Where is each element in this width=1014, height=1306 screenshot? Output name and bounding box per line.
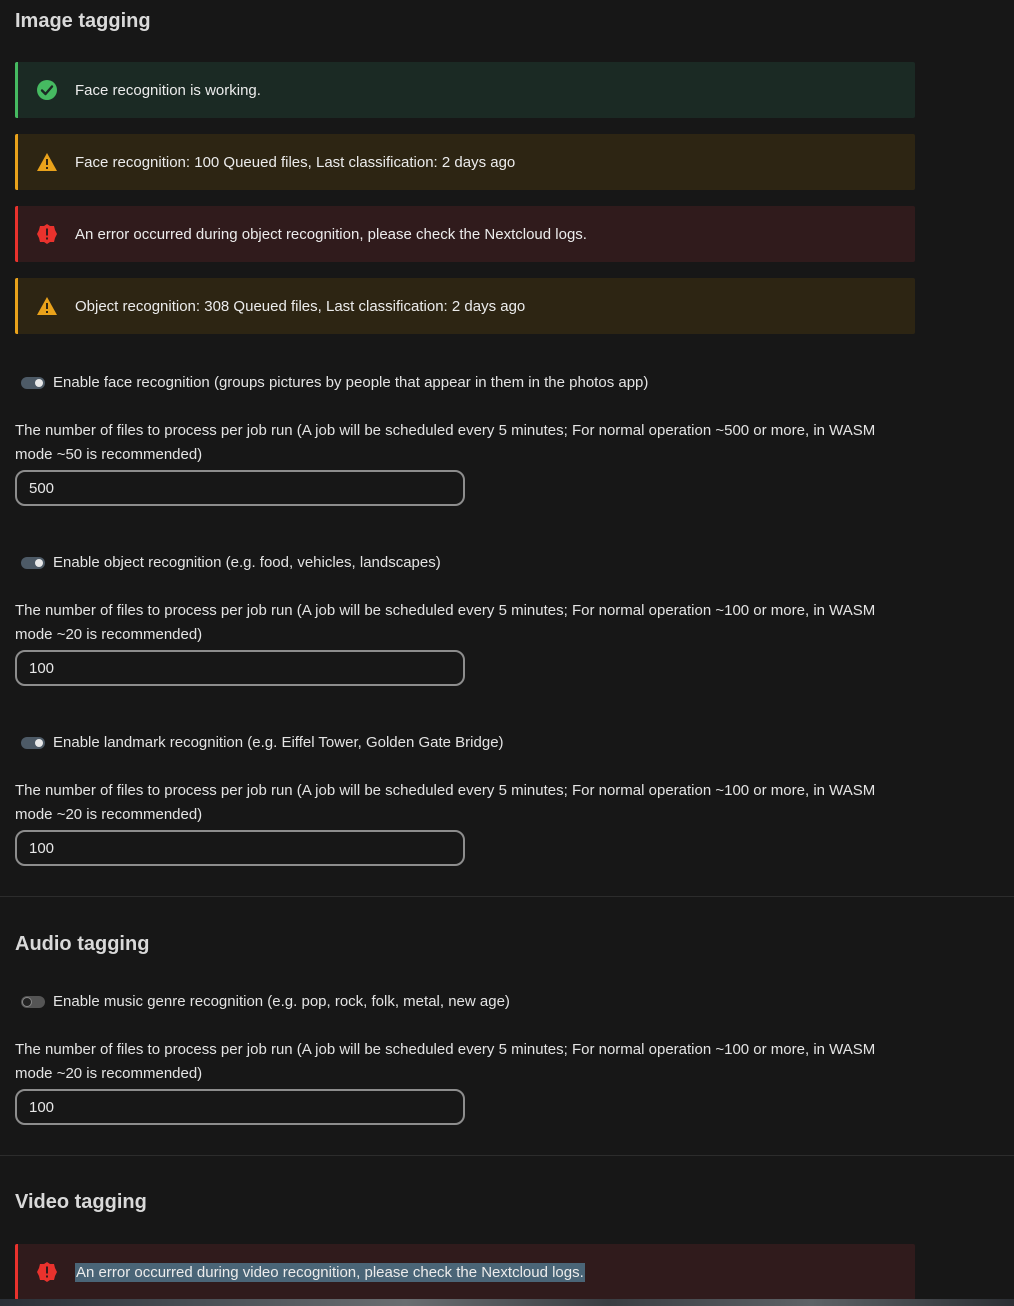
music-batch-input[interactable] (15, 1089, 465, 1125)
landmark-recognition-toggle-row[interactable] (21, 734, 504, 751)
check-circle-icon (36, 79, 58, 101)
note-text: An error occurred during video recognition, please check the Nextcloud logs. (76, 1263, 584, 1281)
face-recognition-toggle-row[interactable] (21, 374, 648, 391)
object-recognition-toggle-row[interactable] (21, 554, 441, 571)
landmark-recognition-label: Enable landmark recognition (e.g. Eiffel Tower, Golden Gate Bridge) (53, 734, 504, 751)
note-text: Face recognition is working. (75, 81, 261, 99)
face-queue-note (15, 134, 915, 190)
face-recognition-label: Enable face recognition (groups pictures by people that appear in them in the photos app) (53, 374, 649, 391)
object-recognition-label: Enable object recognition (e.g. food, vehicles, landscapes) (53, 554, 441, 571)
background-image-strip (0, 1299, 1014, 1306)
section-divider (0, 896, 1014, 897)
error-octagon-icon (36, 223, 58, 245)
video-tagging-title: Video tagging (15, 1191, 147, 1213)
note-text: Object recognition: 308 Queued files, Last classification: 2 days ago (75, 297, 526, 315)
music-batch-description: The number of files to process per job run (A job will be scheduled every 5 minutes; For normal operation ~100 or more, in WASM mode ~20 is recommended) (15, 1041, 876, 1082)
note-text: Face recognition: 100 Queued files, Last classification: 2 days ago (75, 153, 516, 171)
music-recognition-label: Enable music genre recognition (e.g. pop, rock, folk, metal, new age) (53, 993, 510, 1010)
face-batch-input[interactable] (15, 470, 465, 506)
landmark-batch-description: The number of files to process per job run (A job will be scheduled every 5 minutes; For normal operation ~100 or more, in WASM mode ~20 is recommended) (15, 782, 876, 823)
object-batch-description: The number of files to process per job run (A job will be scheduled every 5 minutes; For normal operation ~100 or more, in WASM mode ~20 is recommended) (15, 602, 876, 643)
landmark-recognition-toggle[interactable] (21, 737, 45, 749)
music-recognition-toggle-row[interactable] (21, 993, 510, 1010)
music-recognition-toggle[interactable] (21, 996, 45, 1008)
image-tagging-title: Image tagging (15, 10, 151, 32)
object-queue-note (15, 278, 915, 334)
object-error-note (15, 206, 915, 262)
note-text: An error occurred during object recognition, please check the Nextcloud logs. (75, 225, 587, 243)
face-batch-description: The number of files to process per job run (A job will be scheduled every 5 minutes; For normal operation ~500 or more, in WASM mode ~50 is recommended) (15, 422, 876, 463)
object-recognition-toggle[interactable] (21, 557, 45, 569)
video-error-note (15, 1244, 915, 1300)
object-batch-input[interactable] (15, 650, 465, 686)
warning-triangle-icon (36, 151, 58, 173)
warning-triangle-icon (36, 295, 58, 317)
error-octagon-icon (36, 1261, 58, 1283)
face-status-note (15, 62, 915, 118)
face-recognition-toggle[interactable] (21, 377, 45, 389)
section-divider (0, 1155, 1014, 1156)
audio-tagging-title: Audio tagging (15, 933, 150, 955)
landmark-batch-input[interactable] (15, 830, 465, 866)
